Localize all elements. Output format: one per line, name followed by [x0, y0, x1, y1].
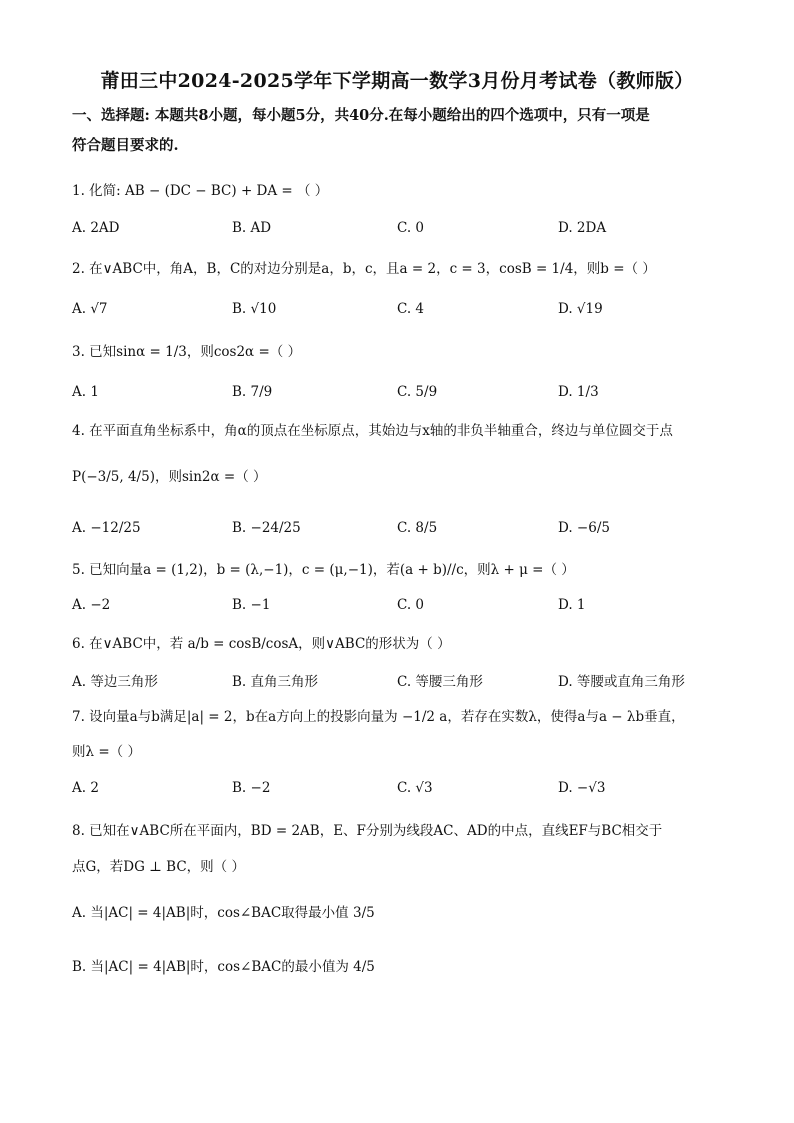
option-b: B. −24/25 [232, 520, 301, 536]
option-b: B. AD [232, 220, 272, 236]
option-c: C. 等腰三角形 [397, 674, 483, 690]
option-b: B. 7/9 [232, 384, 273, 400]
question-8-stem: 8. 已知在∨ABC所在平面内，BD = 2AB，E、F分别为线段AC、AD的中点，直线EF与BC相交于 [72, 823, 663, 839]
option-b: B. −2 [232, 780, 271, 796]
question-8-option-a: A. 当|AC| = 4|AB|时，cos∠BAC取得最小值 3/5 [72, 905, 375, 921]
option-a: A. −2 [72, 597, 111, 613]
option-a: A. √7 [72, 301, 108, 317]
option-a: A. 1 [72, 384, 99, 400]
question-5-options [72, 597, 732, 621]
option-b: B. −1 [232, 597, 271, 613]
option-a: A. 等边三角形 [72, 674, 158, 690]
section-heading-line2: 符合题目要求的. [72, 137, 179, 154]
question-7-options [72, 780, 732, 804]
option-d: D. −√3 [558, 780, 606, 796]
question-4-options [72, 520, 732, 544]
option-a: A. −12/25 [72, 520, 141, 536]
option-c: C. 4 [397, 301, 425, 317]
option-c: C. 0 [397, 220, 425, 236]
exam-title: 莆田三中2024-2025学年下学期高一数学3月份月考试卷（教师版） [100, 70, 694, 92]
option-d: D. 等腰或直角三角形 [558, 674, 685, 690]
option-c: C. √3 [397, 780, 433, 796]
option-d: D. √19 [558, 301, 603, 317]
question-2-stem: 2. 在∨ABC中，角A，B，C的对边分别是a，b，c，且a = 2，c = 3，cosB = 1/4，则b =（ ） [72, 261, 656, 277]
section-heading-line1: 一、选择题: 本题共8小题，每小题5分，共40分.在每小题给出的四个选项中，只有一项是 [72, 107, 650, 124]
question-2-options [72, 301, 732, 325]
option-b: B. 直角三角形 [232, 674, 319, 690]
option-c: C. 8/5 [397, 520, 438, 536]
option-d: D. 1 [558, 597, 586, 613]
question-4-stem-cont: P(−3/5, 4/5)，则sin2α =（ ） [72, 469, 267, 485]
question-8-option-b: B. 当|AC| = 4|AB|时，cos∠BAC的最小值为 4/5 [72, 959, 375, 975]
question-7-stem-cont: 则λ =（ ） [72, 744, 141, 760]
question-3-stem: 3. 已知sinα = 1/3，则cos2α =（ ） [72, 344, 302, 360]
question-3-options [72, 384, 732, 408]
option-d: D. 1/3 [558, 384, 599, 400]
option-d: D. −6/5 [558, 520, 610, 536]
option-a: A. 2AD [72, 220, 120, 236]
question-1-stem: 1. 化简: AB − (DC − BC) + DA = （ ） [72, 183, 329, 199]
option-b: B. √10 [232, 301, 277, 317]
question-4-stem: 4. 在平面直角坐标系中，角α的顶点在坐标原点，其始边与x轴的非负半轴重合，终边与单位圆交于点 [72, 423, 673, 439]
question-5-stem: 5. 已知向量a = (1,2)，b = (λ,−1)，c = (μ,−1)，若(a + b)//c，则λ + μ =（ ） [72, 562, 575, 578]
option-d: D. 2DA [558, 220, 607, 236]
question-6-options [72, 670, 732, 694]
option-c: C. 5/9 [397, 384, 438, 400]
question-8-stem-cont: 点G，若DG ⊥ BC，则（ ） [72, 859, 245, 875]
question-1-options [72, 220, 732, 244]
question-6-stem: 6. 在∨ABC中，若 a/b = cosB/cosA，则∨ABC的形状为（ ） [72, 636, 451, 652]
option-a: A. 2 [72, 780, 99, 796]
question-7-stem: 7. 设向量a与b满足|a| = 2，b在a方向上的投影向量为 −1/2 a，若存在实数λ，使得a与a − λb垂直， [72, 709, 685, 725]
option-c: C. 0 [397, 597, 425, 613]
